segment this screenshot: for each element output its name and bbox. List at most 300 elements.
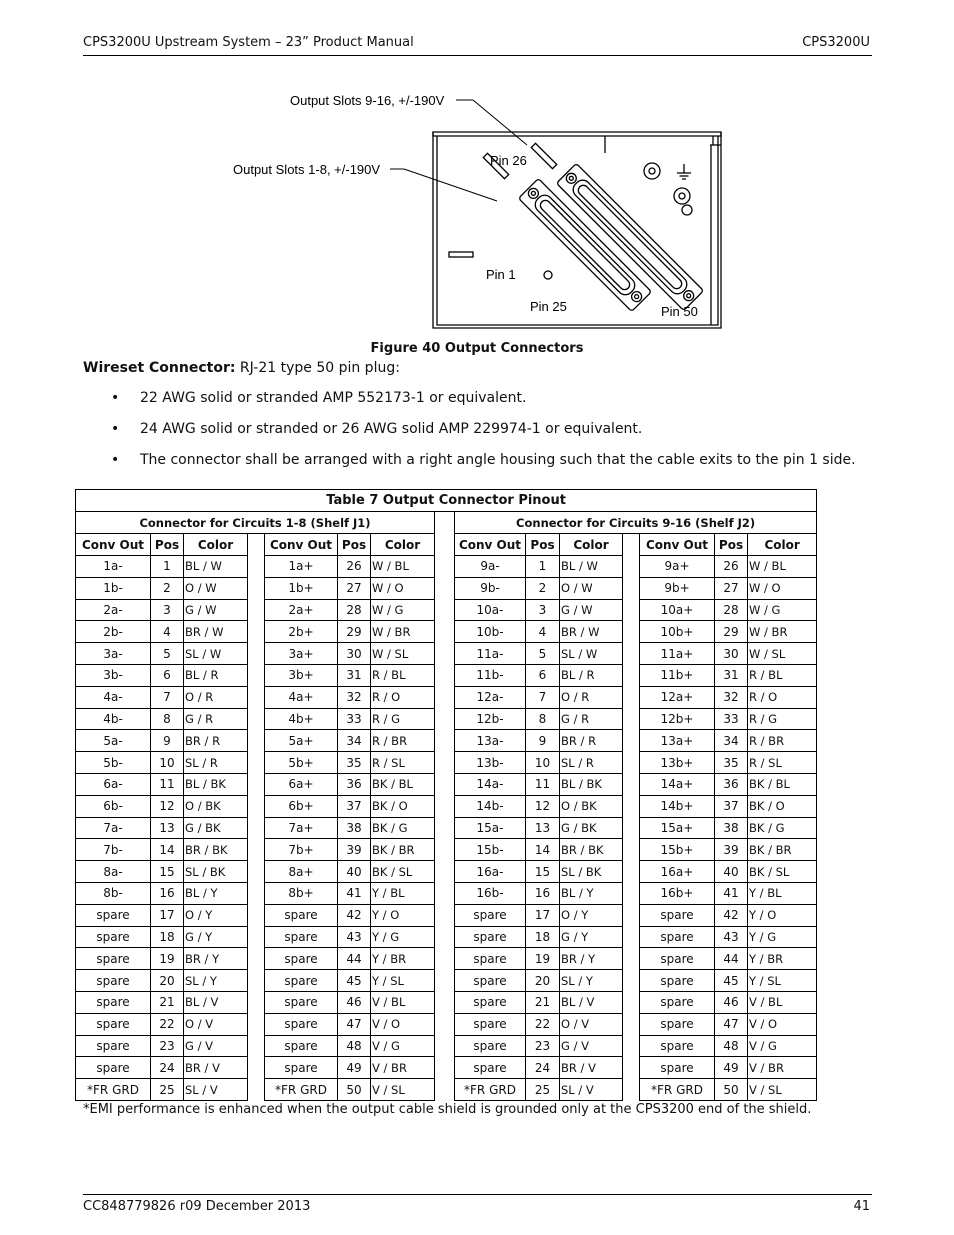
cell-conv-out: 10a-	[455, 599, 526, 621]
cell-conv-out: 7b+	[265, 839, 338, 861]
cell-conv-out: spare	[455, 970, 526, 992]
cell-conv-out: 1b-	[76, 577, 151, 599]
ground-icon	[677, 164, 691, 179]
cell-conv-out: 16b+	[640, 882, 715, 904]
wireset-paragraph	[83, 360, 400, 376]
table-row	[76, 730, 817, 752]
col-header-color: Color	[748, 534, 817, 556]
col-header-conv-out: Conv Out	[640, 534, 715, 556]
output-connectors-figure	[225, 85, 735, 335]
cell-color: V / G	[748, 1035, 817, 1057]
cell-conv-out: spare	[455, 1057, 526, 1079]
cell-conv-out: spare	[640, 926, 715, 948]
cell-pos: 40	[338, 861, 371, 883]
cell-color: BR / R	[560, 730, 623, 752]
cell-conv-out: 1a-	[76, 556, 151, 578]
cell-conv-out: spare	[640, 1035, 715, 1057]
cell-color: V / BL	[748, 991, 817, 1013]
table-row	[76, 817, 817, 839]
table-row	[76, 686, 817, 708]
figure-caption: Figure 40 Output Connectors	[370, 341, 584, 356]
cell-color: SL / V	[184, 1079, 248, 1101]
cell-pos: 47	[338, 1013, 371, 1035]
cell-color: BL / R	[560, 664, 623, 686]
cell-conv-out: *FR GRD	[76, 1079, 151, 1101]
cell-pos: 8	[151, 708, 184, 730]
output-connector-pinout-table	[75, 489, 817, 1101]
cell-pos: 43	[715, 926, 748, 948]
col-header-color: Color	[184, 534, 248, 556]
table-row	[76, 839, 817, 861]
label-output-slots-9-16: Output Slots 9-16, +/-190V	[290, 93, 445, 108]
cell-conv-out: 3b+	[265, 664, 338, 686]
cell-pos: 24	[526, 1057, 560, 1079]
cell-color: W / G	[748, 599, 817, 621]
cell-conv-out: spare	[265, 926, 338, 948]
cell-conv-out: 5a-	[76, 730, 151, 752]
table-row	[76, 948, 817, 970]
table-row	[76, 1035, 817, 1057]
cell-pos: 31	[338, 664, 371, 686]
cell-color: SL / R	[184, 752, 248, 774]
cell-conv-out: spare	[76, 904, 151, 926]
cell-conv-out: 11a-	[455, 643, 526, 665]
cell-conv-out: 14a+	[640, 773, 715, 795]
wireset-bullets	[108, 383, 856, 476]
cell-color: V / O	[748, 1013, 817, 1035]
bullet-item: • 22 AWG solid or stranded AMP 552173-1 or equivalent.	[108, 383, 856, 414]
cell-color: BK / O	[371, 795, 435, 817]
col-header-color: Color	[371, 534, 435, 556]
cell-pos: 43	[338, 926, 371, 948]
cell-color: SL / BK	[560, 861, 623, 883]
cell-conv-out: *FR GRD	[455, 1079, 526, 1101]
cell-conv-out: spare	[455, 991, 526, 1013]
col-header-pos: Pos	[715, 534, 748, 556]
cell-color: SL / W	[560, 643, 623, 665]
page-number: 41	[853, 1199, 870, 1214]
cell-pos: 37	[715, 795, 748, 817]
cell-conv-out: spare	[76, 1057, 151, 1079]
cell-conv-out: 3a+	[265, 643, 338, 665]
label-pin-50: Pin 50	[661, 304, 698, 319]
cell-color: R / G	[748, 708, 817, 730]
cell-conv-out: 2b-	[76, 621, 151, 643]
cell-color: BK / G	[748, 817, 817, 839]
cell-conv-out: spare	[76, 970, 151, 992]
cell-pos: 20	[151, 970, 184, 992]
col-header-pos: Pos	[526, 534, 560, 556]
bullet-item: • The connector shall be arranged with a right angle housing such that the cable exits to the pin 1 side.	[108, 445, 856, 476]
cell-conv-out: 1b+	[265, 577, 338, 599]
cell-pos: 26	[715, 556, 748, 578]
cell-pos: 21	[526, 991, 560, 1013]
cell-conv-out: 8b-	[76, 882, 151, 904]
cell-conv-out: spare	[640, 948, 715, 970]
page-footer	[83, 1194, 872, 1214]
cell-color: G / V	[560, 1035, 623, 1057]
cell-conv-out: 10b+	[640, 621, 715, 643]
table-row	[76, 599, 817, 621]
emi-footnote: *EMI performance is enhanced when the output cable shield is grounded only at the CPS3200 end of the shield.	[83, 1102, 812, 1117]
cell-conv-out: 15b-	[455, 839, 526, 861]
cell-conv-out: 8a-	[76, 861, 151, 883]
col-header-pos: Pos	[338, 534, 371, 556]
cell-color: O / Y	[560, 904, 623, 926]
cell-color: V / BR	[748, 1057, 817, 1079]
label-pin-1: Pin 1	[486, 267, 516, 282]
cell-color: V / SL	[748, 1079, 817, 1101]
cell-pos: 34	[715, 730, 748, 752]
cell-pos: 44	[715, 948, 748, 970]
cell-color: Y / BR	[748, 948, 817, 970]
cell-color: O / Y	[184, 904, 248, 926]
cell-pos: 29	[715, 621, 748, 643]
cell-color: R / SL	[748, 752, 817, 774]
cell-color: W / BR	[371, 621, 435, 643]
cell-pos: 9	[526, 730, 560, 752]
cell-conv-out: 16a-	[455, 861, 526, 883]
cell-color: G / R	[184, 708, 248, 730]
table-row	[76, 556, 817, 578]
cell-color: Y / BL	[371, 882, 435, 904]
cell-pos: 15	[526, 861, 560, 883]
cell-pos: 3	[151, 599, 184, 621]
cell-pos: 35	[338, 752, 371, 774]
cell-pos: 11	[526, 773, 560, 795]
cell-conv-out: 14a-	[455, 773, 526, 795]
cell-conv-out: 1a+	[265, 556, 338, 578]
cell-color: W / BL	[371, 556, 435, 578]
cell-pos: 14	[526, 839, 560, 861]
cell-pos: 34	[338, 730, 371, 752]
cell-color: G / W	[560, 599, 623, 621]
cell-pos: 25	[526, 1079, 560, 1101]
cell-color: SL / R	[560, 752, 623, 774]
cell-pos: 23	[151, 1035, 184, 1057]
cell-color: Y / O	[748, 904, 817, 926]
cell-pos: 3	[526, 599, 560, 621]
cell-conv-out: 12b+	[640, 708, 715, 730]
cell-color: BL / Y	[560, 882, 623, 904]
cell-conv-out: 6b+	[265, 795, 338, 817]
label-pin-25: Pin 25	[530, 299, 567, 314]
cell-pos: 10	[526, 752, 560, 774]
cell-color: BK / BL	[371, 773, 435, 795]
cell-conv-out: 9a+	[640, 556, 715, 578]
cell-pos: 24	[151, 1057, 184, 1079]
cell-conv-out: 4a+	[265, 686, 338, 708]
cell-color: Y / BL	[748, 882, 817, 904]
cell-conv-out: 12b-	[455, 708, 526, 730]
cell-pos: 45	[338, 970, 371, 992]
cell-color: G / W	[184, 599, 248, 621]
cell-pos: 44	[338, 948, 371, 970]
cell-pos: 5	[151, 643, 184, 665]
cell-pos: 5	[526, 643, 560, 665]
cell-color: Y / O	[371, 904, 435, 926]
cell-conv-out: 12a+	[640, 686, 715, 708]
cell-pos: 12	[151, 795, 184, 817]
cell-conv-out: spare	[76, 1035, 151, 1057]
cell-conv-out: 7a+	[265, 817, 338, 839]
cell-pos: 18	[526, 926, 560, 948]
cell-color: BL / W	[560, 556, 623, 578]
cell-pos: 32	[715, 686, 748, 708]
cell-color: BL / R	[184, 664, 248, 686]
col-header-conv-out: Conv Out	[76, 534, 151, 556]
cell-conv-out: *FR GRD	[265, 1079, 338, 1101]
cell-color: W / O	[371, 577, 435, 599]
bullet-item: • 24 AWG solid or stranded or 26 AWG solid AMP 229974-1 or equivalent.	[108, 414, 856, 445]
cell-conv-out: 6a-	[76, 773, 151, 795]
cell-conv-out: spare	[76, 926, 151, 948]
table-row	[76, 621, 817, 643]
cell-color: G / BK	[560, 817, 623, 839]
cell-pos: 46	[338, 991, 371, 1013]
leader-lines	[390, 100, 527, 201]
header-product: CPS3200U	[802, 35, 870, 50]
cell-color: O / W	[560, 577, 623, 599]
cell-conv-out: 6a+	[265, 773, 338, 795]
header-title: CPS3200U Upstream System – 23” Product Manual	[83, 35, 414, 50]
cell-color: BK / SL	[371, 861, 435, 883]
cell-pos: 30	[715, 643, 748, 665]
cell-conv-out: 14b+	[640, 795, 715, 817]
cell-conv-out: spare	[76, 991, 151, 1013]
cell-pos: 23	[526, 1035, 560, 1057]
cell-pos: 1	[151, 556, 184, 578]
cell-conv-out: 3a-	[76, 643, 151, 665]
cell-color: SL / Y	[560, 970, 623, 992]
cell-pos: 27	[338, 577, 371, 599]
cell-conv-out: spare	[265, 1057, 338, 1079]
cell-pos: 49	[715, 1057, 748, 1079]
cell-pos: 39	[715, 839, 748, 861]
cell-pos: 41	[715, 882, 748, 904]
cell-color: V / G	[371, 1035, 435, 1057]
cell-conv-out: spare	[455, 926, 526, 948]
table-row	[76, 752, 817, 774]
table-row	[76, 664, 817, 686]
table-row	[76, 904, 817, 926]
cell-color: R / O	[748, 686, 817, 708]
cell-color: BR / V	[560, 1057, 623, 1079]
table-row	[76, 773, 817, 795]
cell-conv-out: spare	[640, 904, 715, 926]
cell-color: R / G	[371, 708, 435, 730]
cell-conv-out: spare	[455, 948, 526, 970]
cell-conv-out: spare	[455, 904, 526, 926]
cell-pos: 17	[151, 904, 184, 926]
cell-conv-out: 4b-	[76, 708, 151, 730]
cell-pos: 7	[526, 686, 560, 708]
cell-conv-out: 13b+	[640, 752, 715, 774]
cell-color: R / BL	[748, 664, 817, 686]
cell-color: G / Y	[560, 926, 623, 948]
cell-conv-out: 15a-	[455, 817, 526, 839]
cell-color: G / R	[560, 708, 623, 730]
cell-color: G / Y	[184, 926, 248, 948]
cell-color: W / BR	[748, 621, 817, 643]
section-j2-header: Connector for Circuits 9-16 (Shelf J2)	[455, 512, 817, 534]
cell-pos: 46	[715, 991, 748, 1013]
cell-pos: 33	[715, 708, 748, 730]
cell-pos: 30	[338, 643, 371, 665]
cell-pos: 15	[151, 861, 184, 883]
cell-conv-out: spare	[265, 970, 338, 992]
footer-doc-id: CC848779826 r09 December 2013	[83, 1199, 311, 1214]
cell-conv-out: 11a+	[640, 643, 715, 665]
pinout-rows	[76, 556, 817, 1101]
cell-color: O / R	[560, 686, 623, 708]
cell-color: V / BR	[371, 1057, 435, 1079]
cell-conv-out: 10a+	[640, 599, 715, 621]
cell-color: G / BK	[184, 817, 248, 839]
cell-color: SL / V	[560, 1079, 623, 1101]
cell-pos: 47	[715, 1013, 748, 1035]
cell-color: R / BL	[371, 664, 435, 686]
cell-color: Y / SL	[371, 970, 435, 992]
cell-pos: 33	[338, 708, 371, 730]
cell-conv-out: 9b+	[640, 577, 715, 599]
cell-pos: 28	[715, 599, 748, 621]
cell-color: V / SL	[371, 1079, 435, 1101]
cell-conv-out: 12a-	[455, 686, 526, 708]
cell-conv-out: spare	[640, 970, 715, 992]
cell-conv-out: 6b-	[76, 795, 151, 817]
cell-conv-out: 2a-	[76, 599, 151, 621]
cell-color: W / SL	[748, 643, 817, 665]
cell-conv-out: 16a+	[640, 861, 715, 883]
wireset-label: Wireset Connector:	[83, 360, 236, 376]
cell-color: W / O	[748, 577, 817, 599]
cell-conv-out: 7b-	[76, 839, 151, 861]
cell-color: BK / BR	[371, 839, 435, 861]
cell-color: BK / BL	[748, 773, 817, 795]
cell-color: BK / G	[371, 817, 435, 839]
cell-conv-out: 5b-	[76, 752, 151, 774]
col-header-conv-out: Conv Out	[265, 534, 338, 556]
cell-pos: 16	[526, 882, 560, 904]
cell-conv-out: 4b+	[265, 708, 338, 730]
cell-conv-out: *FR GRD	[640, 1079, 715, 1101]
cell-pos: 13	[526, 817, 560, 839]
cell-conv-out: spare	[640, 1057, 715, 1079]
cell-conv-out: spare	[455, 1013, 526, 1035]
cell-color: SL / Y	[184, 970, 248, 992]
table-row	[76, 795, 817, 817]
cell-conv-out: spare	[640, 991, 715, 1013]
cell-color: BR / V	[184, 1057, 248, 1079]
cell-conv-out: 5a+	[265, 730, 338, 752]
cell-pos: 1	[526, 556, 560, 578]
table-row	[76, 1013, 817, 1035]
cell-pos: 22	[526, 1013, 560, 1035]
cell-pos: 16	[151, 882, 184, 904]
cell-color: BL / V	[184, 991, 248, 1013]
cell-pos: 7	[151, 686, 184, 708]
cell-conv-out: 11b+	[640, 664, 715, 686]
cell-pos: 6	[151, 664, 184, 686]
cell-pos: 39	[338, 839, 371, 861]
table-row	[76, 577, 817, 599]
table-row	[76, 643, 817, 665]
cell-conv-out: 13b-	[455, 752, 526, 774]
cell-pos: 45	[715, 970, 748, 992]
cell-pos: 22	[151, 1013, 184, 1035]
cell-color: R / SL	[371, 752, 435, 774]
cell-conv-out: 2b+	[265, 621, 338, 643]
table-row	[76, 861, 817, 883]
cell-pos: 2	[151, 577, 184, 599]
cell-conv-out: 9a-	[455, 556, 526, 578]
table-row	[76, 970, 817, 992]
cell-conv-out: 15a+	[640, 817, 715, 839]
cell-conv-out: 16b-	[455, 882, 526, 904]
cell-conv-out: spare	[640, 1013, 715, 1035]
cell-pos: 50	[338, 1079, 371, 1101]
cell-pos: 18	[151, 926, 184, 948]
cell-color: Y / G	[748, 926, 817, 948]
table-row	[76, 1057, 817, 1079]
cell-color: BR / Y	[184, 948, 248, 970]
cell-color: O / V	[184, 1013, 248, 1035]
cell-pos: 19	[526, 948, 560, 970]
cell-conv-out: spare	[455, 1035, 526, 1057]
page-header	[83, 35, 872, 56]
cell-color: O / V	[560, 1013, 623, 1035]
cell-pos: 26	[338, 556, 371, 578]
cell-conv-out: spare	[76, 1013, 151, 1035]
cell-color: O / W	[184, 577, 248, 599]
cell-conv-out: spare	[265, 904, 338, 926]
cell-conv-out: 13a+	[640, 730, 715, 752]
cell-color: Y / BR	[371, 948, 435, 970]
col-header-conv-out: Conv Out	[455, 534, 526, 556]
cell-pos: 2	[526, 577, 560, 599]
cell-pos: 36	[715, 773, 748, 795]
section-j1-header: Connector for Circuits 1-8 (Shelf J1)	[76, 512, 435, 534]
cell-pos: 14	[151, 839, 184, 861]
cell-conv-out: 15b+	[640, 839, 715, 861]
cell-conv-out: 9b-	[455, 577, 526, 599]
cell-color: R / BR	[371, 730, 435, 752]
cell-color: BR / BK	[184, 839, 248, 861]
cell-pos: 6	[526, 664, 560, 686]
cell-pos: 8	[526, 708, 560, 730]
wireset-text: RJ-21 type 50 pin plug:	[235, 360, 400, 376]
cell-conv-out: 11b-	[455, 664, 526, 686]
cell-pos: 42	[338, 904, 371, 926]
cell-color: R / O	[371, 686, 435, 708]
cell-color: O / R	[184, 686, 248, 708]
cell-conv-out: 8b+	[265, 882, 338, 904]
cell-pos: 40	[715, 861, 748, 883]
cell-pos: 4	[526, 621, 560, 643]
cell-conv-out: 5b+	[265, 752, 338, 774]
cell-color: BR / W	[560, 621, 623, 643]
cell-color: BR / BK	[560, 839, 623, 861]
cell-conv-out: spare	[265, 991, 338, 1013]
cell-color: R / BR	[748, 730, 817, 752]
cell-conv-out: 13a-	[455, 730, 526, 752]
cell-color: O / BK	[184, 795, 248, 817]
cell-conv-out: 4a-	[76, 686, 151, 708]
table-row	[76, 1079, 817, 1101]
cell-color: BL / W	[184, 556, 248, 578]
cell-color: Y / G	[371, 926, 435, 948]
